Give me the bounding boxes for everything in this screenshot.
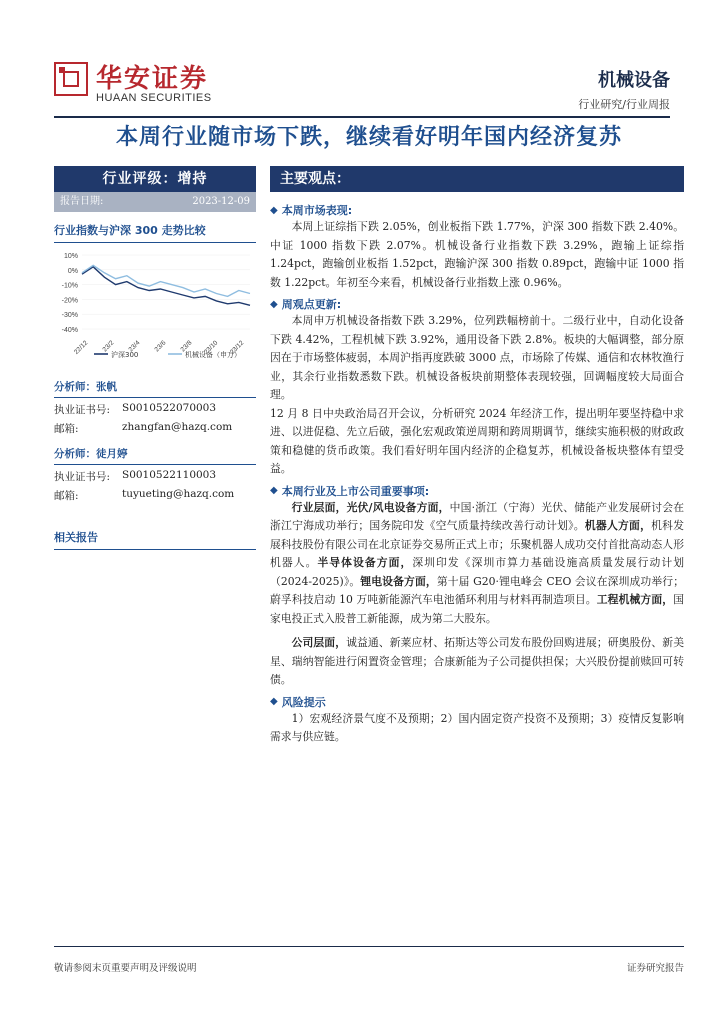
analyst-2-mail	[54, 484, 256, 503]
x-tick-label: 23/4	[127, 339, 142, 354]
logo-subtext: HUAAN SECURITIES	[96, 92, 212, 104]
left-sidebar	[54, 166, 256, 550]
report-type: 行业研究/行业周报	[578, 98, 670, 111]
analyst-1-name: 分析师：张帆	[54, 377, 256, 398]
x-tick-label: 23/6	[153, 339, 168, 354]
logo-mark-icon	[54, 62, 88, 96]
x-tick-label: 23/2	[101, 339, 116, 354]
section-events-title: 本周行业及上市公司重要事项:	[281, 484, 430, 498]
mail-key: 邮箱:	[54, 490, 79, 502]
industry-label: 机械设备	[598, 70, 670, 91]
logo-text: 华安证券	[96, 64, 209, 94]
section-market-title: 本周市场表现:	[281, 204, 353, 217]
y-tick-label: -40%	[61, 327, 78, 334]
footer-label: 证券研究报告	[626, 963, 684, 974]
section-market	[270, 202, 684, 218]
mail-value[interactable]: zhangfan@hazq.com	[122, 421, 233, 433]
footer-disclaimer: 敬请参阅末页重要声明及评级说明	[54, 963, 197, 974]
section-events-company	[270, 634, 684, 690]
bold-lead: 行业层面，光伏/风电设备方面，	[291, 500, 450, 514]
legend-label: 沪深300	[111, 351, 139, 359]
chart-title: 行业指数与沪深 300 走势比较	[54, 222, 256, 243]
event-text: 深圳印发《深圳市算力基础设施高质量发展行动计划（2024-2025)》。	[270, 556, 685, 588]
analyst-1-mail	[54, 417, 256, 436]
cert-key: 执业证书号:	[54, 471, 111, 483]
cert-key: 执业证书号:	[54, 404, 111, 416]
y-tick-label: 0%	[67, 267, 78, 275]
cert-value: S0010522070003	[122, 402, 217, 414]
event-text: 国家电投正式入股普工新能源，成为第二大股东。	[270, 593, 684, 625]
x-tick-label: 22/12	[72, 339, 90, 356]
section-weekly-view-text-2: 12 月 8 日中央政治局召开会议，分析研究 2024 年经济工作，提出明年要坚持稳中求进、以进促稳、先立后破，强化宏观政策逆周期和跨周期调节，继续实施积极的财政政策和稳健的货币政策。我们看好明年国内经济的企稳复苏，机械设备板块整体有望受益。	[270, 406, 684, 475]
mail-key: 邮箱:	[54, 423, 79, 435]
event-text: 诚益通、新莱应材、拓斯达等公司发布股份回购进展；研奥股份、新美星、瑞纳智能进行闲置资金管理；合康新能为子公司提供担保；大兴股份提前赎回可转债。	[270, 636, 684, 686]
date-value: 2023-12-09	[192, 196, 250, 207]
main-content	[270, 166, 684, 747]
x-tick-label: 23/12	[228, 339, 246, 356]
section-risk-text: 1）宏观经济景气度不及预期；2）国内固定资产投资不及预期；3）疫情反复影响需求与供应链。	[270, 711, 684, 743]
footer-divider	[54, 946, 684, 947]
analyst-2-cert	[54, 465, 256, 484]
bold-lead: 锂电设备方面，	[360, 574, 437, 588]
y-tick-label: -10%	[61, 282, 78, 290]
rating-banner: 行业评级：增持	[54, 166, 256, 192]
bold-lead: 机器人方面，	[584, 519, 652, 532]
diamond-bullet-icon: ◆	[270, 298, 278, 310]
event-text: 中国·浙江（宁海）光伏、储能产业发展研讨会在浙江宁海成功举行；国务院印发《空气质量持续改善行动计划》。	[270, 500, 684, 532]
section-risk	[270, 694, 684, 710]
event-text: 机科发展科技股份有限公司在北京证券交易所正式上市；乐聚机器人成功交付首批高动态人形机器人。	[270, 519, 685, 569]
section-events-industry	[270, 499, 684, 629]
cert-value: S0010522110003	[122, 469, 217, 481]
bold-lead: 工程机械方面，	[596, 593, 674, 606]
report-header	[54, 52, 670, 118]
report-date-bar	[54, 192, 256, 212]
event-text: 第十届 G20·锂电峰会 CEO 会议在深圳成功举行；蔚孚科技启动 10 万吨新能源汽车电池循环利用与材料再制造项目。	[270, 574, 685, 606]
section-events	[270, 483, 684, 499]
bold-lead: 半导体设备方面，	[317, 556, 413, 569]
section-market-text: 本周上证综指下跌 2.05%，创业板指下跌 1.77%，沪深 300 指数下跌 2.40%。中证 1000 指数下跌 2.07%。机械设备行业指数下跌 3.29%，跑输上证综指 1.24pct，跑输创业板指 1.52pct，跑输沪深 300 指数 0.89pct，跑输中证 1000 指数 1.22pct。年初至今来看，机械设备行业指数上涨 0.96%。	[270, 220, 684, 289]
mail-value[interactable]: tuyueting@hazq.com	[122, 488, 235, 500]
analyst-1-cert	[54, 398, 256, 417]
analyst-2-name: 分析师：徒月婷	[54, 444, 256, 465]
date-label: 报告日期:	[60, 196, 104, 207]
section-weekly-view	[270, 296, 684, 312]
y-tick-label: 10%	[63, 253, 78, 260]
related-reports-heading: 相关报告	[54, 529, 256, 550]
page-title: 本周行业随市场下跌，继续看好明年国内经济复苏	[115, 124, 622, 150]
section-weekly-view-title: 周观点更新:	[281, 298, 342, 311]
diamond-bullet-icon: ◆	[270, 485, 278, 496]
legend-label: 机械设备（申万）	[185, 351, 241, 359]
x-tick-label: 23/10	[202, 339, 220, 356]
index-comparison-chart	[54, 251, 256, 363]
diamond-bullet-icon: ◆	[270, 696, 278, 707]
section-weekly-view-text-1: 本周申万机械设备指数下跌 3.29%，位列跌幅榜前十。二级行业中，自动化设备下跌 4.42%，工程机械下跌 3.92%，通用设备下跌 2.8%。板块的大幅调整，部分原因在于市场整体疲弱，本周沪指再度跌破 3000 点，市场除了传媒、通信和农林牧渔行业，其余行业指数悉数下跌。机械设备板块前期整体表现较强，回调幅度较大局面合理。	[270, 314, 684, 401]
chart-svg	[54, 251, 256, 363]
header-divider	[54, 116, 670, 118]
y-tick-label: -20%	[61, 297, 78, 305]
y-tick-label: -30%	[61, 312, 78, 320]
section-risk-title: 风险提示	[281, 695, 326, 709]
diamond-bullet-icon: ◆	[270, 204, 278, 216]
bold-lead: 公司层面，	[291, 636, 347, 649]
x-tick-label: 23/8	[179, 339, 194, 354]
key-points-banner: 主要观点：	[270, 166, 684, 192]
